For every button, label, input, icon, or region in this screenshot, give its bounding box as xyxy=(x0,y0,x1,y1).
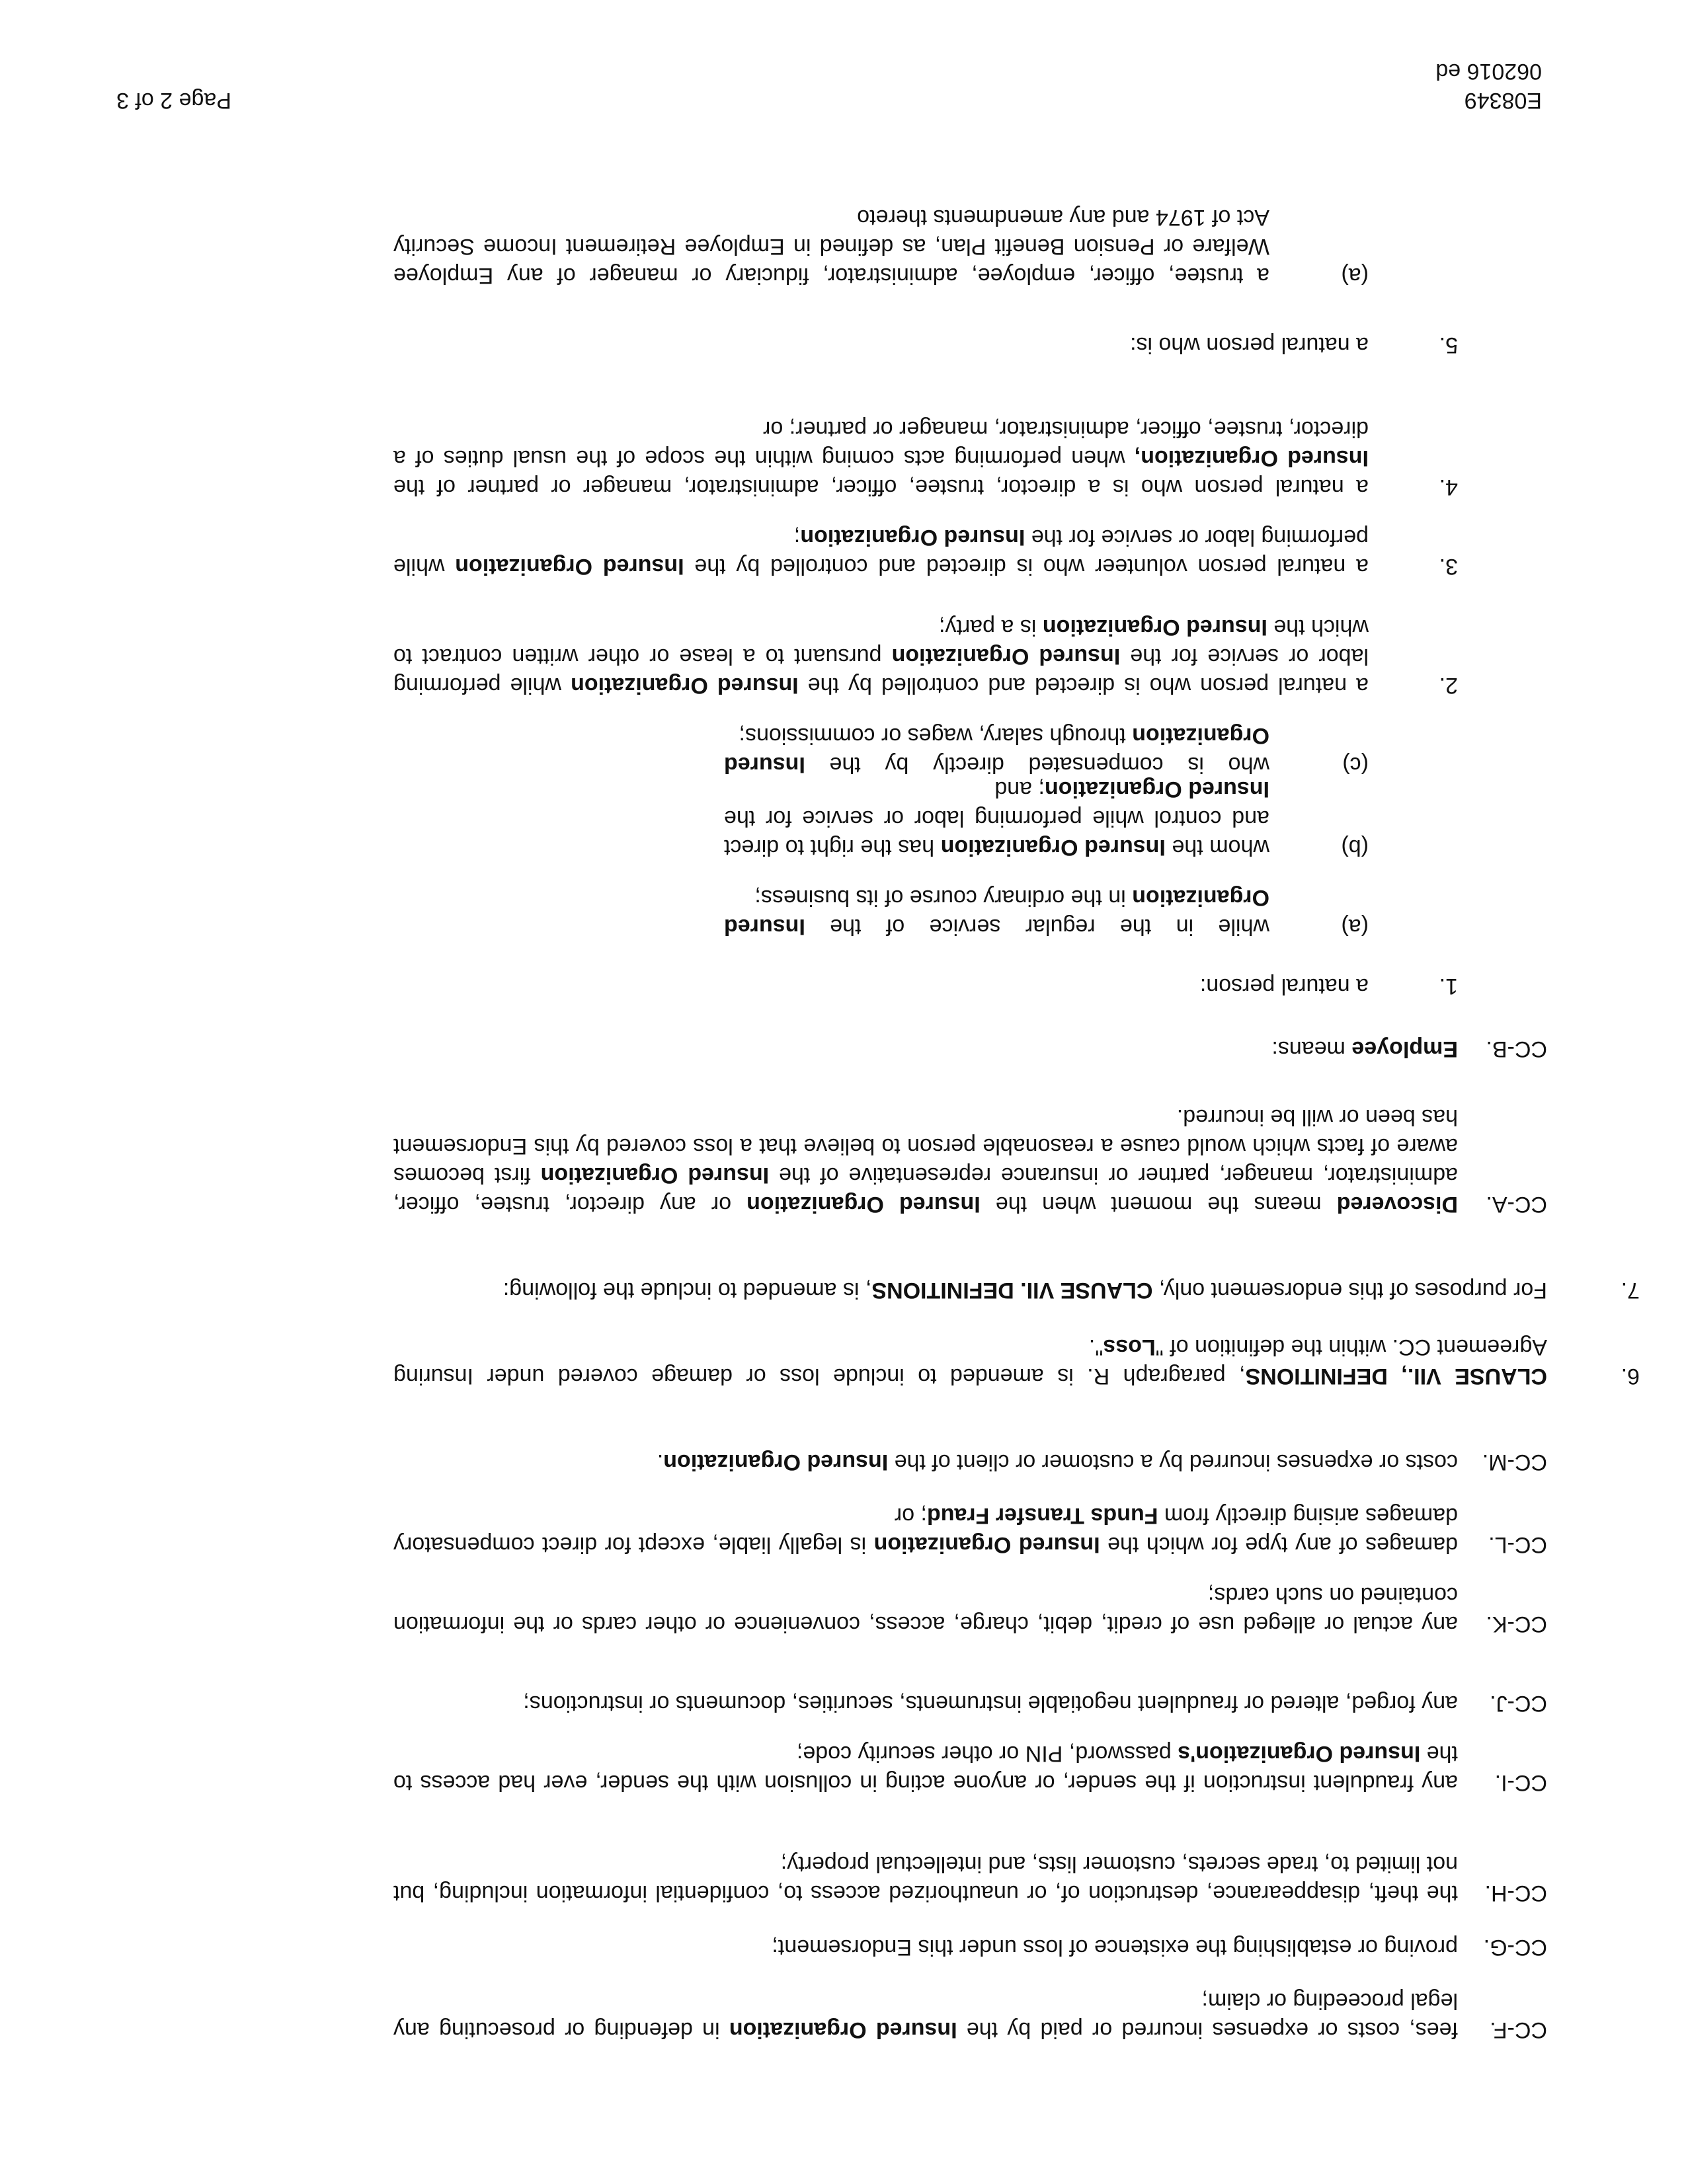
definition-cc-a-text: Discovered means the moment when the Insured Organization or any director, trustee, officer, administrator, manager, partner or insurance representative of the Insured Organization first becomes aware of facts which would cause a reasonable person to believe that a loss covered by this Endorsement has been or will be incurred. xyxy=(393,1105,1458,1217)
item-7-number: 7. xyxy=(1621,1278,1640,1303)
clause-cc-m-text: costs or expenses incurred by a customer or client of the Insured Organization. xyxy=(657,1450,1458,1475)
employee-item-1-number: 1. xyxy=(1439,974,1458,999)
definition-cc-b-text: Employee means: xyxy=(1271,1036,1458,1062)
employee-item-4-number: 4. xyxy=(1439,475,1458,500)
clause-cc-l-label: CC-L. xyxy=(1488,1532,1547,1557)
employee-1c-text: who is compensated directly by the Insured Organization through salary, wages or commissions; xyxy=(724,723,1269,777)
item-6-text: CLAUSE VII., DEFINITIONS, paragraph R. is amended to include loss or damage covered under Insuring Agreement CC. within the definition of "Loss". xyxy=(393,1335,1547,1389)
clause-cc-f-text: fees, costs or expenses incurred or paid by the Insured Organization in defending or prosecuting any legal proceeding or claim; xyxy=(393,1988,1458,2043)
employee-item-5-text: a natural person who is: xyxy=(1130,332,1369,358)
employee-item-3-text: a natural person volunteer who is directed and controlled by the Insured Organization while performing labor or service for the Insured Organization; xyxy=(393,525,1369,579)
employee-1c-label: (c) xyxy=(1342,752,1369,777)
item-7-text: For purposes of this endorsement only, CLAUSE VII. DEFINITIONS, is amended to include the following: xyxy=(502,1278,1547,1303)
clause-cc-g-label: CC-G. xyxy=(1483,1935,1547,1960)
clause-cc-g-text: proving or establishing the existence of loss under this Endorsement; xyxy=(772,1935,1458,1960)
clause-cc-i-label: CC-I. xyxy=(1494,1770,1547,1795)
employee-1b-text: whom the Insured Organization has the right to direct and control while performing labor or service for the Insured Organization; and xyxy=(724,777,1269,860)
clause-cc-m-label: CC-M. xyxy=(1482,1450,1547,1475)
employee-item-2-text: a natural person who is directed and controlled by the Insured Organization while performing labor or service for the Insured Organization pursuant to a lease or other written contract to which the Insured Organization is a party; xyxy=(393,615,1369,698)
definition-cc-a-label: CC-A. xyxy=(1486,1192,1547,1217)
employee-5a-label: (a) xyxy=(1341,263,1369,288)
form-number: E08349 xyxy=(1464,88,1542,113)
clause-cc-h-label: CC-H. xyxy=(1484,1881,1547,1906)
employee-5a-text: a trustee, officer, employee, administrator, fiduciary or manager of any Employee Welfare or Pension Benefit Plan, as defined in Employee Retirement Income Security Act of 1974 and any amendments thereto xyxy=(393,205,1269,288)
employee-1a-text: while in the regular service of the Insured Organization in the ordinary course of its business; xyxy=(724,885,1269,939)
clause-cc-f-label: CC-F. xyxy=(1490,2017,1547,2043)
employee-item-3-number: 3. xyxy=(1439,554,1458,579)
employee-item-2-number: 2. xyxy=(1439,673,1458,698)
clause-cc-i-text: any fraudulent instruction if the sender, or anyone acting in collusion with the sender, ever had access to the Insured Organization's password, PIN or other security code; xyxy=(393,1741,1458,1795)
clause-cc-k-text: any actual or alleged use of credit, debit, charge, access, convenience or other cards or the information contained on such cards; xyxy=(393,1582,1458,1637)
clause-cc-l-text: damages of any type for which the Insured Organization is legally liable, except for direct compensatory damages arising directly from Funds Transfer Fraud; or xyxy=(393,1503,1458,1557)
employee-item-1-text: a natural person: xyxy=(1199,974,1369,999)
clause-cc-j-label: CC-J. xyxy=(1490,1691,1547,1716)
definition-cc-b-label: CC-B. xyxy=(1486,1036,1547,1062)
clause-cc-k-label: CC-K. xyxy=(1486,1612,1547,1637)
clause-cc-h-text: the theft, disappearance, destruction of, or unauthorized access to, confidential information including, but not limited to, trade secrets, customer lists, and intellectual property; xyxy=(393,1852,1458,1906)
page-number: Page 2 of 3 xyxy=(116,88,231,113)
item-6-number: 6. xyxy=(1621,1364,1640,1389)
clause-cc-j-text: any forged, altered or fraudulent negotiable instruments, securities, documents or instructions; xyxy=(523,1691,1458,1716)
employee-1a-label: (a) xyxy=(1341,914,1369,939)
employee-1b-label: (b) xyxy=(1341,835,1369,860)
employee-item-4-text: a natural person who is a director, trustee, officer, administrator, manager or partner of the Insured Organization, when performing acts coming within the scope of the usual duties of a director, trustee, officer, administrator, manager or partner; or xyxy=(393,416,1369,500)
form-edition: 062016 ed xyxy=(1435,59,1542,84)
employee-item-5-number: 5. xyxy=(1439,332,1458,358)
